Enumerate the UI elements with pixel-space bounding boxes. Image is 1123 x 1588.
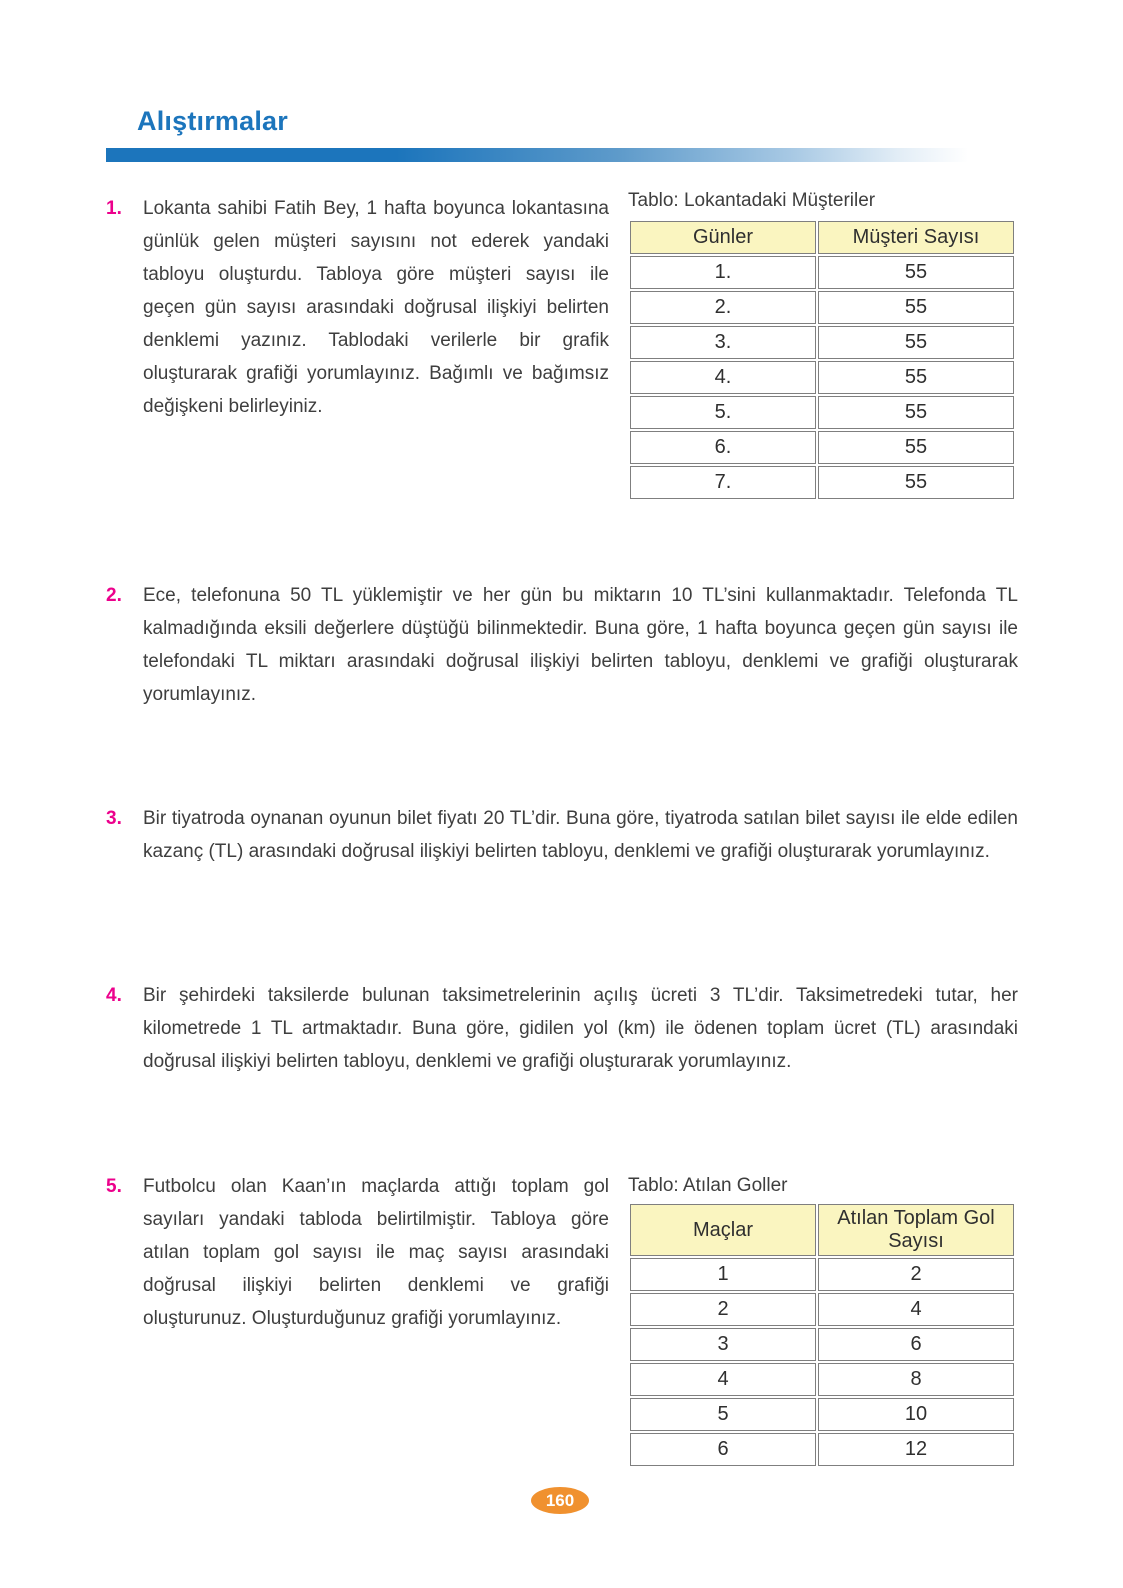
exercise-1-number: 1. (106, 198, 122, 219)
table-cell: 4. (630, 361, 816, 394)
page-number: 160 (545, 1490, 575, 1510)
table-row (630, 326, 1014, 359)
table-row (630, 1433, 1014, 1466)
table-cell: 8 (818, 1363, 1014, 1396)
table-2-caption: Tablo: Atılan Goller (628, 1175, 788, 1196)
header-rule (106, 148, 986, 162)
table-cell: 3. (630, 326, 816, 359)
table-row (630, 466, 1014, 499)
table-header-cell: Atılan Toplam Gol Sayısı (818, 1204, 1014, 1256)
table-cell: 2 (630, 1293, 816, 1326)
table-row (630, 1363, 1014, 1396)
table-cell: 55 (818, 291, 1014, 324)
table-cell: 55 (818, 431, 1014, 464)
table-cell: 1. (630, 256, 816, 289)
table-cell: 55 (818, 326, 1014, 359)
exercise-5-number: 5. (106, 1176, 122, 1197)
customers-table (628, 219, 1016, 501)
table-row (630, 1328, 1014, 1361)
table-cell: 5 (630, 1398, 816, 1431)
table-cell: 6. (630, 431, 816, 464)
table-cell: 1 (630, 1258, 816, 1291)
table-cell: 55 (818, 361, 1014, 394)
table-cell: 12 (818, 1433, 1014, 1466)
table-cell: 10 (818, 1398, 1014, 1431)
exercise-4-text: Bir şehirdeki taksilerde bulunan taksimetrelerinin açılış ücreti 3 TL’dir. Taksimetredeki tutar, her kilometrede 1 TL artmaktadır. Buna göre, gidilen yol (km) ile ödenen toplam ücret (TL) arasındaki doğrusal ilişkiyi belirten tabloyu, denklemi ve grafiği oluşturarak yorumlayınız. (143, 985, 1018, 1072)
table-header-cell: Maçlar (630, 1204, 816, 1256)
table-row (630, 431, 1014, 464)
table-cell: 2 (818, 1258, 1014, 1291)
table-cell: 4 (630, 1363, 816, 1396)
table-row (630, 1258, 1014, 1291)
table-cell: 6 (818, 1328, 1014, 1361)
table-row (630, 1398, 1014, 1431)
goals-table (628, 1202, 1016, 1468)
table-cell: 55 (818, 466, 1014, 499)
table-header-row (630, 1204, 1014, 1256)
exercise-5-text: Futbolcu olan Kaan’ın maçlarda attığı toplam gol sayıları yandaki tabloda belirtilmiştir. Tabloya göre atılan toplam gol sayısı ile maç sayısı arasındaki doğrusal ilişkiyi belirten denklemi ve grafiği oluşturunuz. Oluşturduğunuz grafiği yorumlayınız. (143, 1176, 609, 1329)
table-row (630, 396, 1014, 429)
table-cell: 7. (630, 466, 816, 499)
table-row (630, 291, 1014, 324)
page-title: Alıştırmalar (137, 106, 288, 136)
table-cell: 55 (818, 396, 1014, 429)
table-cell: 4 (818, 1293, 1014, 1326)
table-row (630, 1293, 1014, 1326)
table-header-cell: Müşteri Sayısı (818, 221, 1014, 254)
table-cell: 55 (818, 256, 1014, 289)
table-row (630, 361, 1014, 394)
table-header-row (630, 221, 1014, 254)
exercise-4-number: 4. (106, 985, 122, 1006)
exercise-2-text: Ece, telefonuna 50 TL yüklemiştir ve her gün bu miktarın 10 TL’sini kullanmaktadır. Telefonda TL kalmadığında eksili değerlere düştüğü bilinmektedir. Buna göre, 1 hafta boyunca geçen gün sayısı ile telefondaki TL miktarı arasındaki doğrusal ilişkiyi belirten tabloyu, denklemi ve grafiği oluşturarak yorumlayınız. (143, 585, 1018, 705)
table-cell: 6 (630, 1433, 816, 1466)
exercise-2-number: 2. (106, 585, 122, 606)
table-1-caption: Tablo: Lokantadaki Müşteriler (628, 190, 876, 211)
table-cell: 3 (630, 1328, 816, 1361)
table-header-cell: Günler (630, 221, 816, 254)
table-row (630, 256, 1014, 289)
table-cell: 5. (630, 396, 816, 429)
table-cell: 2. (630, 291, 816, 324)
exercise-3-text: Bir tiyatroda oynanan oyunun bilet fiyatı 20 TL’dir. Buna göre, tiyatroda satılan bilet sayısı ile elde edilen kazanç (TL) arasındaki doğrusal ilişkiyi belirten tabloyu, denklemi ve grafiği oluşturarak yorumlayınız. (143, 808, 1018, 862)
exercise-3-number: 3. (106, 808, 122, 829)
exercise-1-text: Lokanta sahibi Fatih Bey, 1 hafta boyunca lokantasına günlük gelen müşteri sayısını not ederek yandaki tabloyu oluşturdu. Tabloya göre müşteri sayısı ile geçen gün sayısı arasındaki doğrusal ilişkiyi belirten denklemi yazınız. Tablodaki verilerle bir grafik oluşturarak grafiği yorumlayınız. Bağımlı ve bağımsız değişkeni belirleyiniz. (143, 198, 609, 417)
page-number-badge (531, 1487, 589, 1514)
